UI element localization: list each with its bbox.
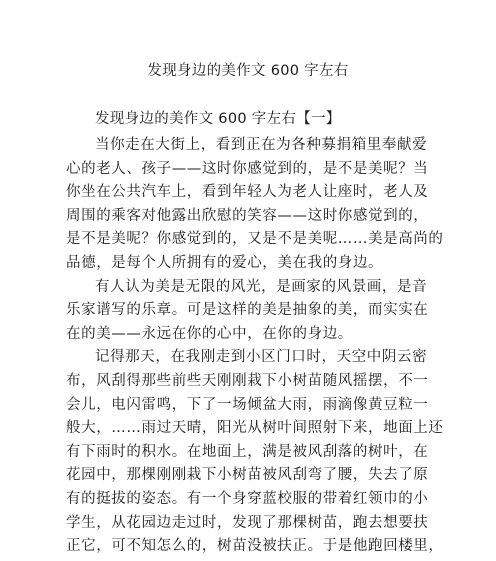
text-line: 般大，……雨过天晴，阳光从树叶间照射下来，地面上还: [66, 420, 444, 437]
text-line: 有的挺拔的姿态。有一个身穿蓝校服的带着红领巾的小: [66, 491, 429, 507]
text-line: 是不是美呢？你感觉到的，又是不是美呢……美是高尚的: [66, 231, 444, 248]
text-line: 记得那天，在我刚走到小区门口时，天空中阴云密: [95, 349, 428, 366]
text-line: 周围的乘客对他露出欣慰的笑容——这时你感觉到的，: [66, 207, 429, 224]
text-line: 有人认为美是无限的风光，是画家的风景画，是音: [95, 278, 428, 295]
text-line: 花园中，那棵刚刚栽下小树苗被风刮弯了腰，失去了原: [66, 467, 429, 484]
text-line: 布，风刮得那些前些天刚刚栽下小树苗随风摇摆，不一: [66, 373, 429, 389]
text-line: 当你走在大街上，看到正在为各种募捐箱里奉献爱: [95, 137, 428, 153]
text-line: 会儿，电闪雷鸣，下了一场倾盆大雨，雨滴像黄豆粒一: [66, 396, 429, 413]
text-line: 有下雨时的积水。在地面上，满是被风刮落的树叶，在: [66, 443, 429, 460]
text-line: 你坐在公共汽车上，看到年轻人为老人让座时，老人及: [66, 184, 429, 201]
text-line: 学生，从花园边走过时，发现了那棵树苗，跑去想要扶: [66, 514, 429, 531]
section-heading: 发现身边的美作文 600 字左右【一】: [95, 111, 341, 127]
document-title: 发现身边的美作文 600 字左右: [147, 63, 349, 79]
text-line: 正它，可不知怎么的，树苗没被扶正。于是他跑回楼里，: [66, 538, 444, 555]
text-line: 乐家谱写的乐章。可是这样的美是抽象的美，而实实在: [66, 302, 429, 319]
text-line: 心的老人、孩子——这时你感觉到的，是不是美呢？当: [66, 160, 429, 177]
text-line: 在的美——永远在你的心中，在你的身边。: [66, 325, 353, 342]
text-line: 品德，是每个人所拥有的爱心，美在我的身边。: [66, 255, 384, 271]
